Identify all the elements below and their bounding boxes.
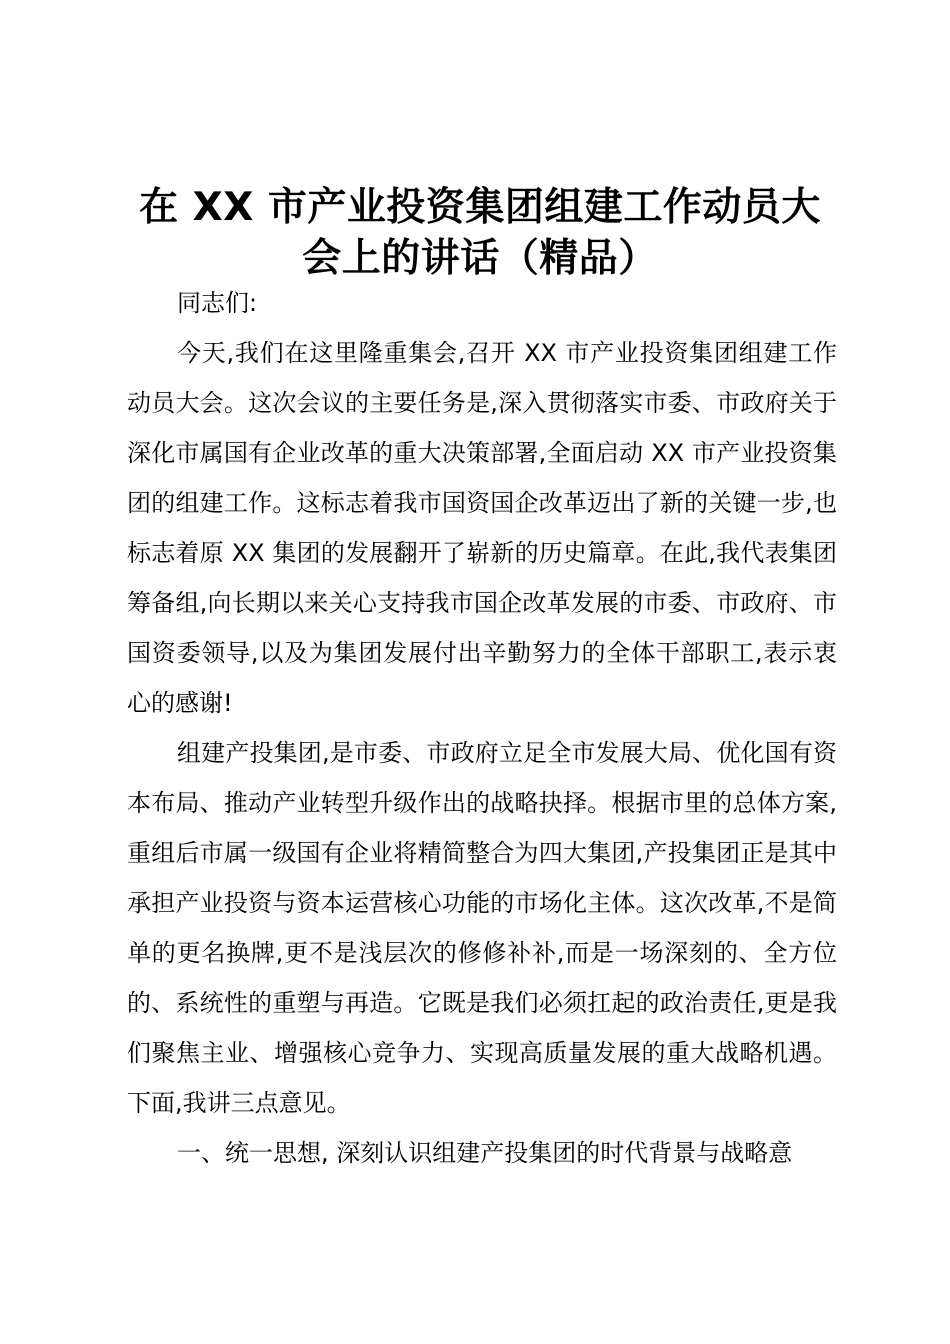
document-body: [127, 278, 837, 1178]
document-title: [100, 182, 860, 284]
title-line-1: 在 XX 市产业投资集团组建工作动员大: [139, 185, 821, 230]
section-heading-1: 一、统一思想, 深刻认识组建产投集团的时代背景与战略意: [177, 1139, 793, 1167]
title-line-2: 会上的讲话（精品）: [302, 236, 658, 281]
paragraph-2: 组建产投集团,是市委、市政府立足全市发展大局、优化国有资本布局、推动产业转型升级作出的战略抉择。根据市里的总体方案,重组后市属一级国有企业将精简整合为四大集团,产投集团正是其中承担产业投资与资本运营核心功能的市场化主体。这次改革,不是简单的更名换牌,更不是浅层次的修修补补,而是一场深刻的、全方位的、系统性的重塑与再造。它既是我们必须扛起的政治责任,更是我们聚焦主业、增强核心竞争力、实现高质量发展的重大战略机遇。下面,我讲三点意见。: [127, 739, 837, 1117]
paragraph-1: 今天,我们在这里隆重集会,召开 XX 市产业投资集团组建工作动员大会。这次会议的主要任务是,深入贯彻落实市委、市政府关于深化市属国有企业改革的重大决策部署,全面启动 XX 市产业投资集团的组建工作。这标志着我市国资国企改革迈出了新的关键一步,也标志着原 XX 集团的发展翻开了崭新的历史篇章。在此,我代表集团筹备组,向长期以来关心支持我市国企改革发展的市委、市政府、市国资委领导,以及为集团发展付出辛勤努力的全体干部职工,表示衷心的感谢!: [127, 339, 837, 717]
salutation: 同志们:: [177, 289, 258, 317]
